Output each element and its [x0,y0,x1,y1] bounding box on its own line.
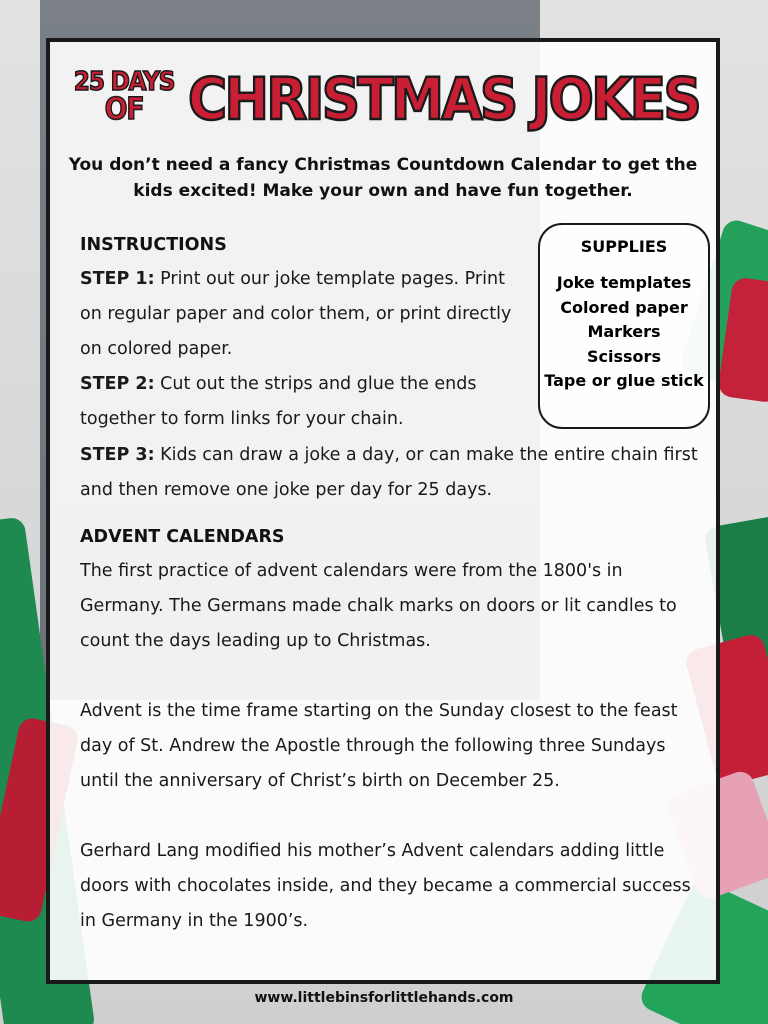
instructions-heading: INSTRUCTIONS [80,235,227,255]
supplies-heading: SUPPLIES [580,237,668,256]
step-1-text: Print out our joke template pages. Print on regular paper and color them, or print directly on colored paper. [80,269,512,359]
step-2-text: Cut out the strips and glue the ends together to form links for your chain. [80,374,477,429]
content-card [46,38,720,984]
supplies-box [538,223,710,429]
supply-item: Colored paper [560,297,688,317]
step-2-label: STEP 2: [80,374,155,394]
supply-item: Joke templates [556,273,692,292]
advent-heading: ADVENT CALENDARS [80,527,285,547]
advent-paragraph-1: The first practice of advent calendars were from the 1800's in Germany. The Germans made chalk marks on doors or lit candles to count the days leading up to Christmas. [80,561,677,651]
advent-paragraph-3: Gerhard Lang modified his mother’s Advent calendars adding little doors with chocolates inside, and they became a commercial success in Germany in the 1900’s. [80,841,691,931]
website-footer: www.littlebinsforlittlehands.com [254,990,514,1006]
advent-paragraph-2: Advent is the time frame starting on the Sunday closest to the feast day of St. Andrew the Apostle through the following three Sundays until the anniversary of Christ’s birth on December 25. [80,701,678,791]
step-3-text: Kids can draw a joke a day, or can make the entire chain first and then remove one joke per day for 25 days. [80,445,698,500]
supply-item: Markers [587,322,661,341]
supply-item: Scissors [587,346,661,366]
days-of-label [70,67,178,127]
step-1 [80,262,530,367]
step-1-label: STEP 1: [80,269,155,289]
intro-text: You don’t need a fancy Christmas Countdown Calendar to get the kids excited! Make your own and have fun together. [68,155,698,201]
advent-section [80,520,700,939]
days-label: 25 DAYS [73,67,175,97]
page-title: CHRISTMAS JOKES [188,65,700,133]
supplies-list [540,271,708,394]
step-3 [80,438,700,508]
supply-item: Tape or glue stick [544,371,704,390]
step-3-label: STEP 3: [80,445,155,465]
instructions-section [80,228,530,437]
of-label: OF [104,92,144,127]
step-2 [80,367,530,437]
